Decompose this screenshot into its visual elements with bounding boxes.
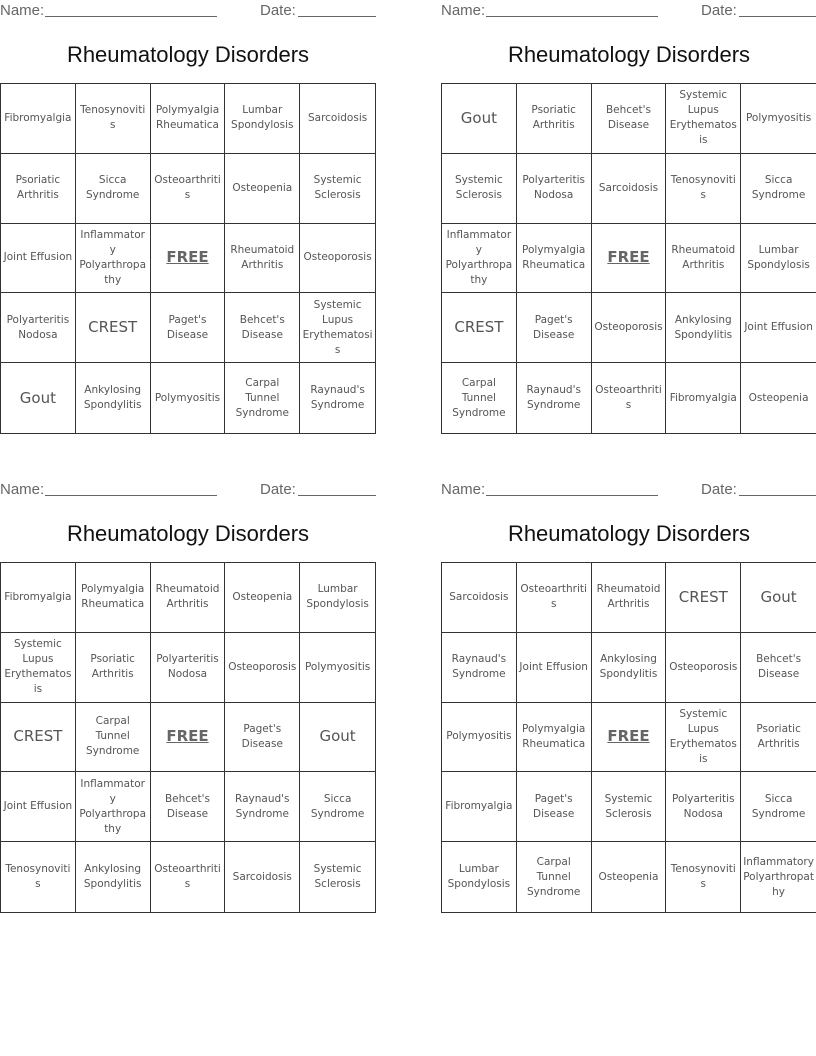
- bingo-cell: Lumbar Spondylosis: [442, 842, 517, 912]
- bingo-cell: Polymyalgia Rheumatica: [517, 703, 592, 773]
- bingo-cell: Osteoarthritis: [151, 842, 226, 912]
- bingo-cell: Polymyositis: [151, 363, 226, 433]
- bingo-cell: Systemic Sclerosis: [592, 772, 667, 842]
- name-label: Name:: [441, 2, 486, 19]
- bingo-cell: Polymyositis: [300, 633, 375, 703]
- bingo-cell: Paget's Disease: [151, 293, 226, 363]
- free-space-cell: FREE: [151, 224, 226, 294]
- date-field-line: [739, 16, 816, 17]
- bingo-cell: Behcet's Disease: [741, 633, 816, 703]
- bingo-cell: Raynaud's Syndrome: [517, 363, 592, 433]
- bingo-cell: Rheumatoid Arthritis: [225, 224, 300, 294]
- bingo-cell: Systemic Lupus Erythematosis: [1, 633, 76, 703]
- bingo-cell: Carpal Tunnel Syndrome: [225, 363, 300, 433]
- bingo-cell: Sarcoidosis: [225, 842, 300, 912]
- bingo-grid: [0, 562, 376, 913]
- bingo-cell: Osteoporosis: [592, 293, 667, 363]
- card-title: Rheumatology Disorders: [66, 42, 310, 67]
- bingo-cell: Sicca Syndrome: [76, 154, 151, 224]
- bingo-cell: Tenosynovitis: [666, 154, 741, 224]
- bingo-cell: Fibromyalgia: [1, 84, 76, 154]
- name-field-line: [45, 16, 217, 17]
- bingo-cell: Ankylosing Spondylitis: [592, 633, 667, 703]
- card-title: Rheumatology Disorders: [507, 42, 751, 67]
- bingo-cell: Lumbar Spondylosis: [300, 563, 375, 633]
- bingo-cell: Psoriatic Arthritis: [741, 703, 816, 773]
- bingo-cell: Joint Effusion: [517, 633, 592, 703]
- bingo-cell: Gout: [741, 563, 816, 633]
- name-label: Name:: [0, 2, 45, 19]
- bingo-cell: Systemic Lupus Erythematosis: [666, 84, 741, 154]
- bingo-cell: Ankylosing Spondylitis: [666, 293, 741, 363]
- bingo-cell: Rheumatoid Arthritis: [592, 563, 667, 633]
- bingo-cell: Psoriatic Arthritis: [76, 633, 151, 703]
- bingo-cell: Tenosynovitis: [76, 84, 151, 154]
- bingo-cell: Paget's Disease: [225, 703, 300, 773]
- bingo-cell: CREST: [76, 293, 151, 363]
- bingo-cell: Osteopenia: [592, 842, 667, 912]
- bingo-cell: Carpal Tunnel Syndrome: [517, 842, 592, 912]
- bingo-cell: Osteoporosis: [300, 224, 375, 294]
- bingo-cell: Osteoarthritis: [151, 154, 226, 224]
- bingo-cell: Joint Effusion: [741, 293, 816, 363]
- date-field-line: [298, 16, 376, 17]
- bingo-cell: Raynaud's Syndrome: [310, 384, 365, 412]
- bingo-cell: CREST: [666, 563, 741, 633]
- bingo-cell: Osteoporosis: [225, 633, 300, 703]
- bingo-cell: Carpal Tunnel Syndrome: [442, 363, 517, 433]
- bingo-cell: CREST: [1, 703, 76, 773]
- bingo-cell: Osteoporosis: [666, 633, 741, 703]
- bingo-cell: Carpal Tunnel Syndrome: [76, 703, 151, 773]
- bingo-cell: Raynaud's Syndrome: [442, 633, 517, 703]
- date-label: Date:: [701, 481, 737, 498]
- bingo-cell: Lumbar Spondylosis: [225, 84, 300, 154]
- date-label: Date:: [260, 2, 296, 19]
- bingo-cell: Paget's Disease: [517, 772, 592, 842]
- bingo-cell: Fibromyalgia: [442, 772, 517, 842]
- card-header: [441, 479, 816, 501]
- bingo-cell: Gout: [300, 703, 375, 773]
- bingo-cell: Ankylosing Spondylitis: [76, 363, 151, 433]
- date-field-line: [739, 495, 816, 496]
- bingo-cell: Psoriatic Arthritis: [517, 84, 592, 154]
- bingo-cell: Polymyositis: [741, 84, 816, 154]
- bingo-cell: Fibromyalgia: [1, 563, 76, 633]
- bingo-cell: Behcet's Disease: [592, 84, 667, 154]
- name-label: Name:: [441, 481, 486, 498]
- bingo-cell: Joint Effusion: [1, 772, 76, 842]
- bingo-cell: Rheumatoid Arthritis: [666, 224, 741, 294]
- bingo-cell: Polyarteritis Nodosa: [517, 154, 592, 224]
- bingo-cell: Polymyalgia Rheumatica: [517, 224, 592, 294]
- bingo-cell: Polyarteritis Nodosa: [151, 633, 226, 703]
- bingo-grid: [441, 83, 816, 434]
- bingo-cell: Tenosynovitis: [666, 842, 741, 912]
- free-space-cell: FREE: [592, 224, 667, 294]
- bingo-cell: Osteoarthritis: [517, 563, 592, 633]
- bingo-cell: Lumbar Spondylosis: [741, 224, 816, 294]
- bingo-cell: Ankylosing Spondylitis: [76, 842, 151, 912]
- bingo-cell: Systemic Lupus Erythematosis: [300, 293, 375, 363]
- bingo-cell: Sarcoidosis: [300, 84, 375, 154]
- name-field-line: [486, 16, 658, 17]
- bingo-cell: Inflammatory Polyarthropathy: [76, 224, 151, 294]
- bingo-cell: Polymyalgia Rheumatica: [76, 563, 151, 633]
- card-title: Rheumatology Disorders: [66, 521, 310, 546]
- bingo-cell: Inflammatory Polyarthropathy: [743, 855, 814, 898]
- bingo-cell: Gout: [442, 84, 517, 154]
- name-field-line: [486, 495, 658, 496]
- bingo-cell: Osteopenia: [225, 563, 300, 633]
- bingo-cell: Sarcoidosis: [592, 154, 667, 224]
- card-title: Rheumatology Disorders: [507, 521, 751, 546]
- bingo-cell: Systemic Sclerosis: [313, 863, 362, 891]
- card-header: [441, 0, 816, 22]
- bingo-cell: Systemic Sclerosis: [442, 154, 517, 224]
- card-header: [0, 0, 376, 22]
- bingo-cell: Fibromyalgia: [666, 363, 741, 433]
- bingo-grid: [0, 83, 376, 434]
- bingo-cell: Systemic Lupus Erythematosis: [666, 703, 741, 773]
- bingo-cell: Tenosynovitis: [1, 842, 76, 912]
- bingo-cell: Sicca Syndrome: [741, 772, 816, 842]
- bingo-cell: Gout: [1, 363, 76, 433]
- bingo-cell: Inflammatory Polyarthropathy: [76, 772, 151, 842]
- bingo-cell: CREST: [442, 293, 517, 363]
- bingo-cell: Osteopenia: [225, 154, 300, 224]
- bingo-cell: Polyarteritis Nodosa: [666, 772, 741, 842]
- free-space-cell: FREE: [151, 703, 226, 773]
- bingo-cell: Polymyalgia Rheumatica: [151, 84, 226, 154]
- bingo-cell: Osteoarthritis: [592, 363, 667, 433]
- date-field-line: [298, 495, 376, 496]
- bingo-cell: Behcet's Disease: [225, 293, 300, 363]
- bingo-cell: Sicca Syndrome: [741, 154, 816, 224]
- card-header: [0, 479, 376, 501]
- bingo-grid: [441, 562, 816, 913]
- bingo-cell: Psoriatic Arthritis: [1, 154, 76, 224]
- name-label: Name:: [0, 481, 45, 498]
- bingo-cell: Rheumatoid Arthritis: [151, 563, 226, 633]
- free-space-cell: FREE: [592, 703, 667, 773]
- bingo-cell: Sicca Syndrome: [300, 772, 375, 842]
- date-label: Date:: [701, 2, 737, 19]
- bingo-cell: Osteopenia: [748, 391, 809, 404]
- bingo-cell: Joint Effusion: [1, 224, 76, 294]
- bingo-cell: Raynaud's Syndrome: [225, 772, 300, 842]
- bingo-cell: Inflammatory Polyarthropathy: [442, 224, 517, 294]
- bingo-cell: Behcet's Disease: [151, 772, 226, 842]
- name-field-line: [45, 495, 217, 496]
- bingo-cell: Polymyositis: [442, 703, 517, 773]
- bingo-cell: Sarcoidosis: [442, 563, 517, 633]
- bingo-cell: Paget's Disease: [517, 293, 592, 363]
- date-label: Date:: [260, 481, 296, 498]
- bingo-cell: Polyarteritis Nodosa: [1, 293, 76, 363]
- bingo-cell: Systemic Sclerosis: [300, 154, 375, 224]
